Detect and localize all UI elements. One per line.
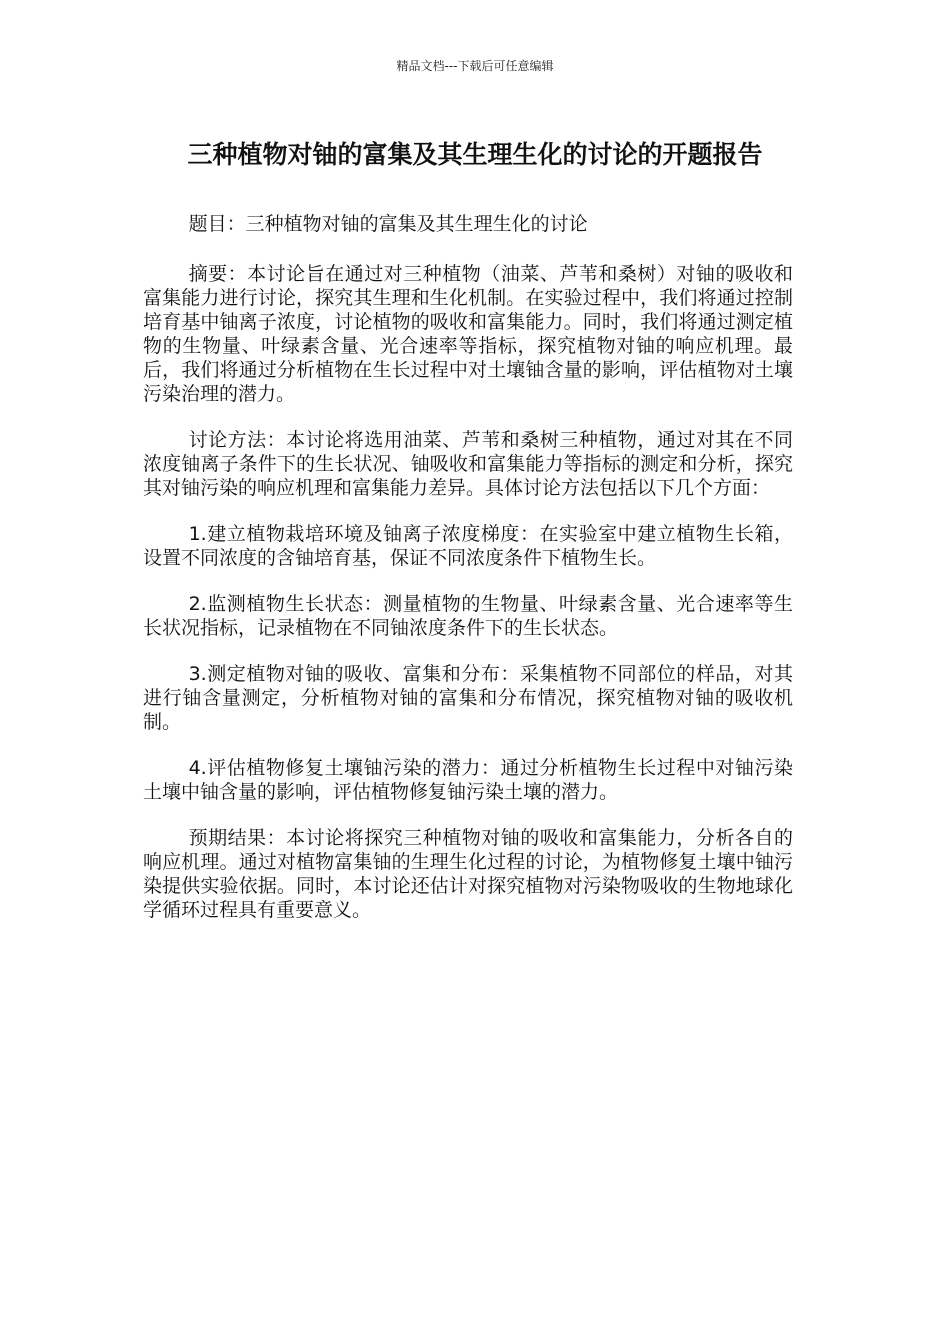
paragraph-methods: 讨论方法：本讨论将选用油菜、芦苇和桑树三种植物，通过对其在不同浓度铀离子条件下的生长状况、铀吸收和富集能力等指标的测定和分析，探究其对铀污染的响应机理和富集能力差异。具体讨论方法包括以下几个方面： [143,429,793,499]
paragraph-method-2: 2.监测植物生长状态：测量植物的生物量、叶绿素含量、光合速率等生长状况指标，记录植物在不同铀浓度条件下的生长状态。 [143,593,793,639]
document-body [143,212,793,944]
paragraph-abstract: 摘要：本讨论旨在通过对三种植物（油菜、芦苇和桑树）对铀的吸收和富集能力进行讨论，探究其生理和生化机制。在实验过程中，我们将通过控制培育基中铀离子浓度，讨论植物的吸收和富集能力。同时，我们将通过测定植物的生物量、叶绿素含量、光合速率等指标，探究植物对铀的响应机理。最后，我们将通过分析植物在生长过程中对土壤铀含量的影响，评估植物对土壤污染治理的潜力。 [143,263,793,405]
document-title: 三种植物对铀的富集及其生理生化的讨论的开题报告 [187,140,763,169]
paragraph-expected-results: 预期结果：本讨论将探究三种植物对铀的吸收和富集能力，分析各自的响应机理。通过对植物富集铀的生理生化过程的讨论，为植物修复土壤中铀污染提供实验依据。同时，本讨论还估计对探究植物对污染物吸收的生物地球化学循环过程具有重要意义。 [143,827,793,921]
paragraph-method-1: 1.建立植物栽培环境及铀离子浓度梯度：在实验室中建立植物生长箱，设置不同浓度的含铀培育基，保证不同浓度条件下植物生长。 [143,523,793,569]
paragraph-method-4: 4.评估植物修复土壤铀污染的潜力：通过分析植物生长过程中对铀污染土壤中铀含量的影响，评估植物修复铀污染土壤的潜力。 [143,757,793,803]
paragraph-method-3: 3.测定植物对铀的吸收、富集和分布：采集植物不同部位的样品，对其进行铀含量测定，分析植物对铀的富集和分布情况，探究植物对铀的吸收机制。 [143,663,793,733]
header-note: 精品文档---下载后可任意编辑 [396,59,554,73]
paragraph-topic: 题目：三种植物对铀的富集及其生理生化的讨论 [188,213,588,235]
